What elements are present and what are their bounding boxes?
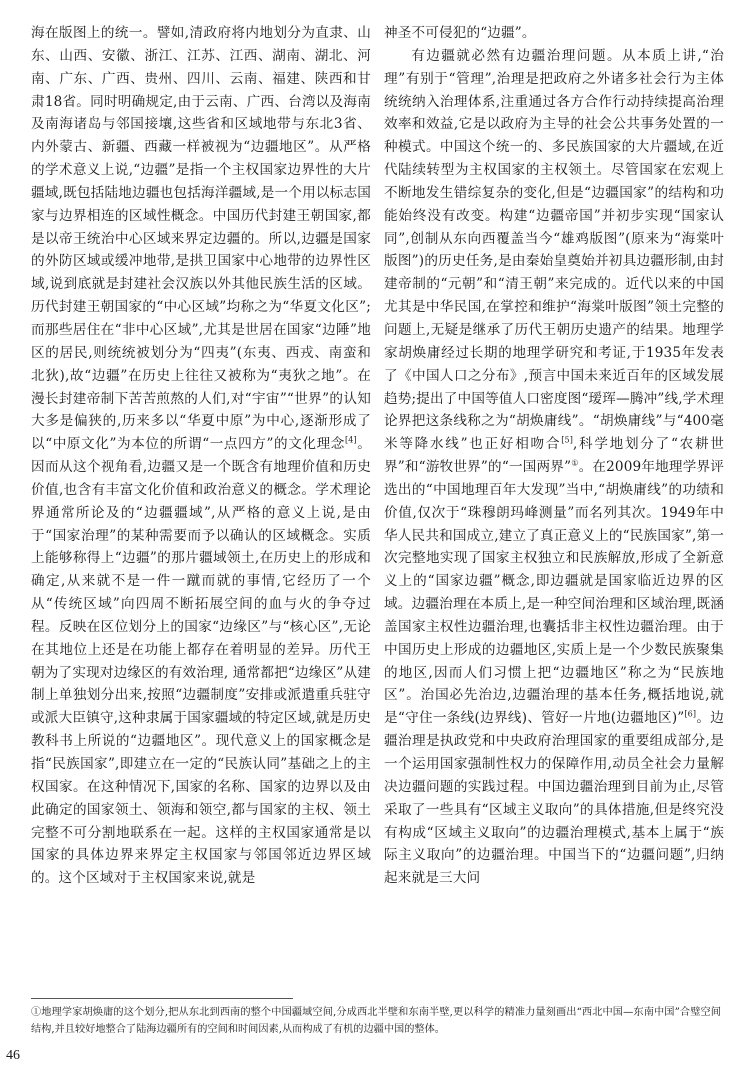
left-paragraph — [31, 22, 371, 890]
body-text: 。因而从这个视角看,边疆又是一个既含有地理价值和历史价值,也含有丰富文化价值和政治意义的概念。学术理论界通常所论及的“边疆疆域”,从严格的意义上说,是由于“国家治理”的某种需要而予以确认的区域概念。实质上能够称得上“边疆”的那片疆域领土,在历史上的形成和确定,从来就不是一件一蹴而就的事情,它经历了一个从“传统区域”向四周不断拓展空间的血与火的争夺过程。反映在区位划分上的国家“边缘区”与“核心区”,无论在其地位上还是在功能上都存在着明显的差异。历代王朝为了实现对边缘区的有效治理, 通常都把“边缘区”从建制上单独划分出来,按照“边疆制度”安排或派遣重兵驻守或派大臣镇守,这种隶属于国家疆域的特定区域,就是历史教科书上所说的“边疆地区”。现代意义上的国家概念是指“民族国家”,即建立在一定的“民族认同”基础之上的主权国家。在这种情况下,国家的名称、国家的边界以及由此确定的国家领土、领海和领空,都与国家的主权、领土完整不可分割地联系在一起。这样的主权国家通常是以国家的具体边界来界定主权国家与邻国邻近边界区域的。这个区域对于主权国家来说,就是 — [31, 436, 371, 887]
citation-reference: [5] — [561, 435, 573, 445]
footnote: ①地理学家胡焕庸的这个划分,把从东北到西南的整个中国疆域空间,分成西北半壁和东南半壁,更以科学的精准力量刻画出“西北中国—东南中国”合璧空间结构,并且较好地整合了陆海边疆所有的空间和时间因素,从而构成了有机的边疆中国的整体。 — [31, 1007, 721, 1035]
body-text: 海在版图上的统一。譬如,清政府将内地划分为直隶、山东、山西、安徽、浙江、江苏、江西、湖南、湖北、河南、广东、广西、贵州、四川、云南、福建、陕西和甘肃18省。同时明确规定,由于云南、广西、台湾以及海南及南海诸岛与邻国接壤,这些省和区域地带与东北3省、内外蒙古、新疆、西藏一样被视为“边疆地区”。从严格的学术意义上说,“边疆”是指一个主权国家边界性的大片疆域,既包括陆地边疆也包括海洋疆域,是一个用以标志国家与边界相连的区域性概念。中国历代封建王朝国家,都是以帝王统治中心区域来界定边疆的。所以,边疆是国家的外防区域或缓冲地带,是拱卫国家中心地带的边界性区域,说到底就是封建社会汉族以外其他民族生活的区域。历代封建王朝国家的“中心区域”均称之为“华夏文化区”;而那些居住在“非中心区域”,尤其是世居在国家“边陲”地区的居民,则统统被划分为“四夷”(东夷、西戎、南蛮和北狄),故“边疆”在历史上往往又被称为“夷狄之地”。在漫长封建帝制下苦苦煎熬的人们,对“宇宙”“世界”的认知大多是偏狭的,历来多以“华夏中原”为中心,逐渐形成了以“中原文化”为本位的所谓“一点四方”的文化理念 — [31, 25, 371, 453]
left-column — [31, 22, 371, 890]
footnote-marker: ① — [571, 458, 579, 468]
right-column — [384, 22, 724, 890]
page-number: 46 — [6, 1048, 20, 1063]
body-text: ,科学地划分了“农耕世界”和“游牧世界”的“一国两界” — [384, 436, 725, 476]
footnote-divider — [31, 998, 293, 999]
paragraph-ending — [384, 22, 724, 45]
body-text: 神圣不可侵犯的“边疆”。 — [384, 25, 536, 41]
body-text: 。在2009年地理学界评选出的“中国地理百年大发现”当中,“胡焕庸线”的功绩和价值,仅次于“珠穆朗玛峰测量”而名列其次。1949年中华人民共和国成立,建立了真正意义上的“民族国家”,第一次完整地实现了国家主权独立和民族解放,形成了全新意义上的“国家边疆”概念,即边疆就是国家临近边界的区域。边疆治理在本质上,是一种空间治理和区域治理,既涵盖国家主权性边疆治理,也囊括非主权性边疆治理。由于中国历史上形成的边疆地区,实质上是一个少数民族聚集的地区,因而人们习惯上把“边疆地区”称之为“民族地区”。治国必先治边,边疆治理的基本任务,概括地说,就是“守住一条线(边界线)、管好一片地(边疆地区)” — [384, 459, 724, 727]
right-paragraph — [384, 45, 724, 890]
citation-reference: [4] — [345, 435, 357, 445]
citation-reference: [6] — [684, 709, 697, 719]
body-text: 有边疆就必然有边疆治理问题。从本质上讲,“治理”有别于“管理”,治理是把政府之外诸多社会行为主体统统纳入治理体系,注重通过各方合作行动持续提高治理效率和效益,它是以政府为主导的社会公共事务处置的一种模式。中国这个统一的、多民族国家的大片疆域,在近代陆续转型为主权国家的主权领土。尽管国家在宏观上不断地发生错综复杂的变化,但是“边疆国家”的结构和功能始终没有改变。构建“边疆帝国”并初步实现“国家认同”,创制从东向西覆盖当今“雄鸡版图”(原来为“海棠叶版图”)的历史任务,是由秦始皇奠始并初具边疆形制,由封建帝制的“元朝”和“清王朝”来完成的。近代以来的中国尤其是中华民国,在掌控和维护“海棠叶版图”领土完整的问题上,无疑是继承了历代王朝历史遗产的结果。地理学家胡焕庸经过长期的地理学研究和考证,于1935年发表了《中国人口之分布》,预言中国未来近百年的区域发展趋势;提出了中国等值人口密度图“瑷珲—腾冲”线,学术理论界把这条线称之为“胡焕庸线”。“胡焕庸线”与“400毫米等降水线”也正好相吻合 — [384, 47, 724, 453]
body-text: 。边疆治理是执政党和中央政府治理国家的重要组成部分,是一个运用国家强制性权力的保障作用,动员全社会力量解决边疆问题的实践过程。中国边疆治理到目前为止,尽管采取了一些具有“区域主义取向”的具体措施,但是终究没有构成“区域主义取向”的边疆治理模式,基本上属于“族际主义取向”的边疆治理。中国当下的“边疆问题”,归纳起来就是三大问 — [384, 710, 724, 887]
